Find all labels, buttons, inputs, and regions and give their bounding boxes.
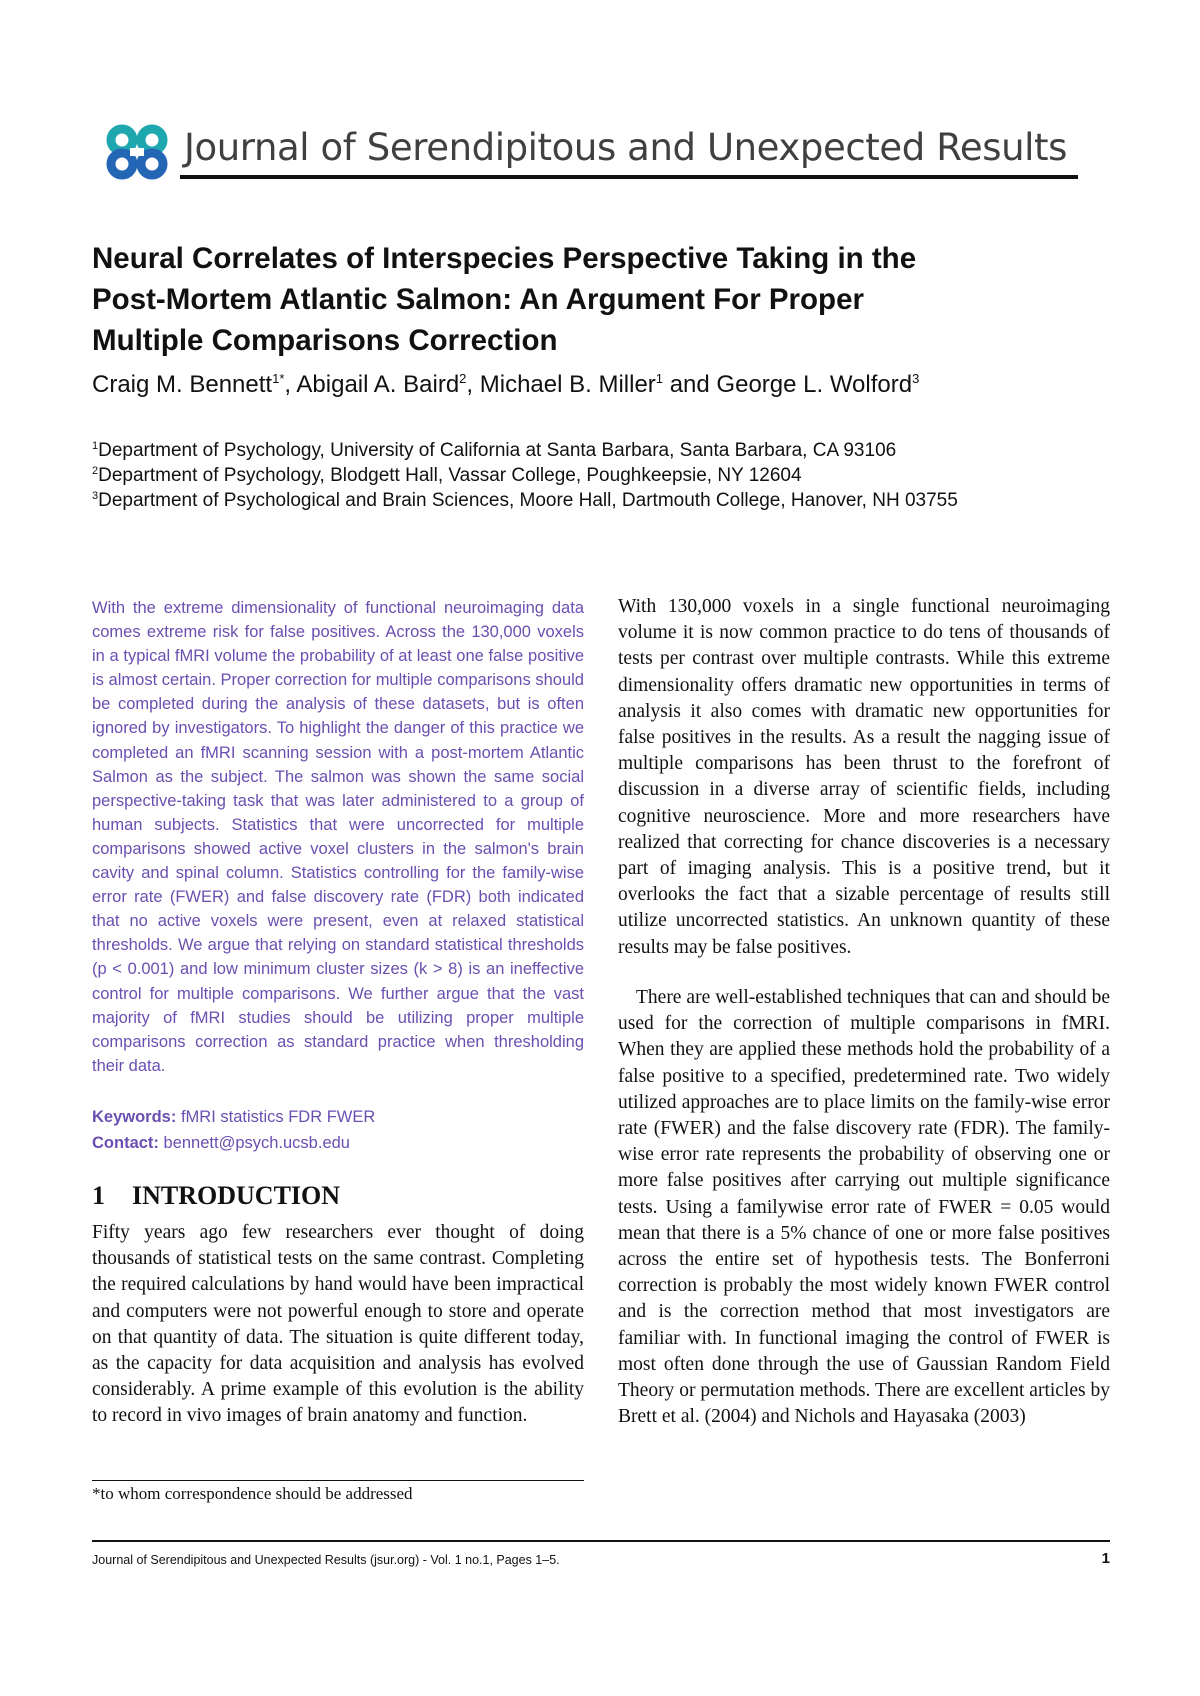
- affiliation-number: 2: [92, 465, 99, 477]
- author-name: George L. Wolford: [716, 371, 913, 398]
- author-separator: ,: [466, 371, 480, 398]
- section-heading: [92, 1179, 584, 1213]
- affiliation-text: Department of Psychological and Brain Sciences, Moore Hall, Dartmouth College, Hanover, NH 03755: [98, 490, 958, 511]
- author-affiliation-mark: 1*: [272, 371, 285, 386]
- keywords-value: fMRI statistics FDR FWER: [180, 1108, 376, 1126]
- affiliation: [92, 438, 972, 463]
- footnote: *to whom correspondence should be addressed: [92, 1484, 413, 1503]
- section-title: INTRODUCTION: [132, 1181, 341, 1210]
- journal-name: Journal of Serendipitous and Unexpected Results: [184, 126, 1068, 169]
- affiliation-number: 1: [92, 440, 99, 452]
- page-number: 1: [1101, 1550, 1110, 1567]
- contact-line: [92, 1131, 584, 1155]
- affiliation-text: Department of Psychology, Blodgett Hall, Vassar College, Poughkeepsie, NY 12604: [98, 465, 802, 486]
- author-affiliation-mark: 3: [912, 371, 920, 386]
- header-rule: [180, 175, 1078, 179]
- keywords-label: Keywords:: [92, 1108, 177, 1126]
- author-separator: and: [663, 371, 717, 398]
- affiliation-list: [92, 438, 972, 513]
- affiliation: [92, 488, 972, 513]
- footnote-rule: [92, 1480, 584, 1481]
- author-affiliation-mark: 2: [459, 371, 467, 386]
- author-name: Michael B. Miller: [479, 371, 656, 398]
- contact-email-link[interactable]: bennett@psych.ucsb.edu: [163, 1134, 350, 1152]
- footer-citation: Journal of Serendipitous and Unexpected Results (jsur.org) - Vol. 1 no.1, Pages 1–5.: [92, 1553, 560, 1567]
- jsur-clover-logo-icon: [100, 122, 176, 182]
- keywords-line: [92, 1105, 584, 1129]
- footer-rule: [92, 1540, 1110, 1542]
- journal-header: [100, 122, 1078, 182]
- abstract: With the extreme dimensionality of functional neuroimaging data comes extreme risk for false positives. Across the 130,000 voxels in a typical fMRI volume the probability of at least one false positive is almost certain. Proper correction for multiple comparisons should be completed during the analysis of these datasets, but is often ignored by investigators. To highlight the danger of this practice we completed an fMRI scanning session with a post-mortem Atlantic Salmon as the subject. The salmon was shown the same social perspective-taking task that was later administered to a group of human subjects. Statistics that were uncorrected for multiple comparisons showed active voxel clusters in the salmon's brain cavity and spinal column. Statistics controlling for the family-wise error rate (FWER) and false discovery rate (FDR) both indicated that no active voxels were present, even at relaxed statistical thresholds. We argue that relying on standard statistical thresholds (p < 0.001) and low minimum cluster sizes (k > 8) is an ineffective control for multiple comparisons. We further argue that the vast majority of fMRI studies should be utilizing proper multiple comparisons correction as standard practice when thresholding their data.: [92, 599, 584, 1075]
- section-number: 1: [92, 1181, 105, 1210]
- author-separator: ,: [284, 371, 297, 398]
- author-name: Craig M. Bennett: [92, 371, 273, 398]
- contact-label: Contact:: [92, 1134, 159, 1152]
- author-list: [92, 370, 972, 400]
- paper-title: Neural Correlates of Interspecies Perspective Taking in the Post-Mortem Atlantic Salmon: An Argument For Proper Multiple Comparisons Correction: [92, 242, 917, 357]
- affiliation: [92, 463, 972, 488]
- body-paragraph: There are well-established techniques that can and should be used for the correction of multiple comparisons in fMRI. When they are applied these methods hold the probability of a false positive to a specified, predetermined rate. Two widely utilized approaches are to place limits on the family-wise error rate (FWER) and the false discovery rate (FDR). The family-wise error rate represents the probability of observing one or more false positives after carrying out multiple significance tests. Using a familywise error rate of FWER = 0.05 would mean that there is a 5% chance of one or more false positives across the entire set of hypothesis tests. The Bonferroni correction is probably the most widely known FWER control and is the correction method that most investigators are familiar with. In functional imaging the control of FWER is most often done through the use of Gaussian Random Field Theory or permutation methods. There are excellent articles by Brett et al. (2004) and Nichols and Hayasaka (2003): [618, 987, 1110, 1428]
- author-affiliation-mark: 1: [655, 371, 664, 386]
- intro-paragraph: Fifty years ago few researchers ever thought of doing thousands of statistical tests on the same contrast. Completing the required calculations by hand would have been impractical and computers were not powerful enough to store and operate on that quantity of data. The situation is quite different today, as the capacity for data acquisition and analysis has evolved considerably. A prime example of this evolution is the ability to record in vivo images of brain anatomy and function.: [92, 1222, 584, 1427]
- affiliation-number: 3: [92, 490, 99, 502]
- author-name: Abigail A. Baird: [296, 371, 460, 398]
- body-paragraph: With 130,000 voxels in a single functional neuroimaging volume it is now common practice to do tens of thousands of tests per contrast over multiple contrasts. While this extreme dimensionality offers dramatic new opportunities in terms of analysis it also comes with dramatic new opportunities for false positives in the results. As a result the nagging issue of multiple comparisons has been thrust to the forefront of discussion in a diverse array of scientific fields, including cognitive neuroscience. More and more researchers have realized that correcting for chance discoveries is a necessary part of imaging analysis. This is a positive trend, but it overlooks the fact that a sizable percentage of results still utilize uncorrected statistics. An unknown quantity of these results may be false positives.: [618, 596, 1110, 958]
- affiliation-text: Department of Psychology, University of California at Santa Barbara, Santa Barbara, CA 93106: [98, 440, 897, 461]
